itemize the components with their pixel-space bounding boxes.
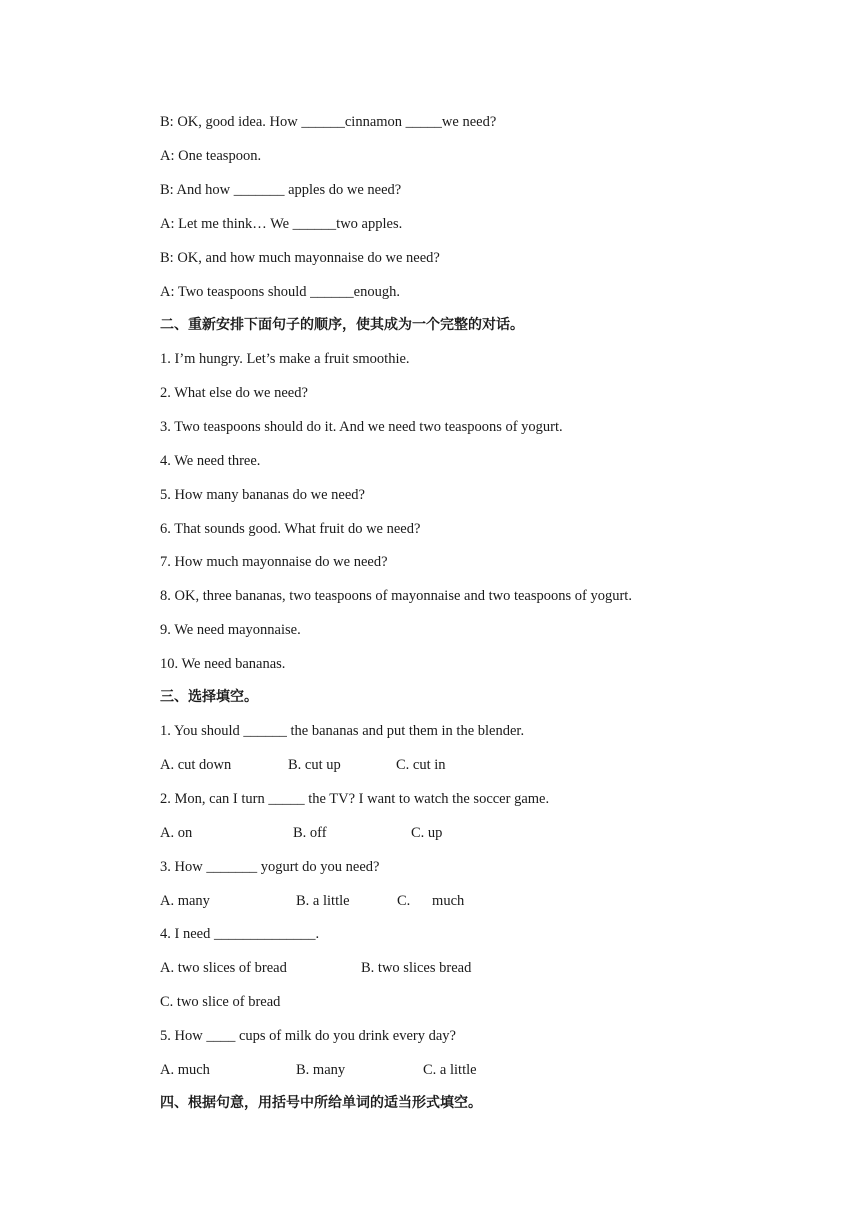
list-item: 10. We need bananas. (160, 656, 286, 672)
option-b: B. off (293, 825, 327, 841)
section-heading-4: 四、根据句意，用括号中所给单词的适当形式填空。 (160, 1095, 482, 1111)
option-a: A. many (160, 893, 210, 909)
list-item: 8. OK, three bananas, two teaspoons of mayonnaise and two teaspoons of yogurt. (160, 588, 632, 604)
question-text: 4. I need ______________. (160, 926, 320, 942)
option-c: C. cut in (396, 757, 446, 773)
question-text: 5. How ____ cups of milk do you drink every day? (160, 1028, 456, 1044)
dialogue-line: A: Let me think… We ______two apples. (160, 216, 403, 232)
option-b: B. cut up (288, 757, 341, 773)
option-a: A. two slices of bread (160, 960, 287, 976)
option-a: A. cut down (160, 757, 232, 773)
option-c: C. a little (423, 1062, 477, 1078)
list-item: 7. How much mayonnaise do we need? (160, 554, 388, 570)
list-item: 6. That sounds good. What fruit do we need? (160, 521, 421, 537)
option-b: B. two slices bread (361, 960, 472, 976)
list-item: 1. I’m hungry. Let’s make a fruit smoothie. (160, 351, 410, 367)
list-item: 3. Two teaspoons should do it. And we need two teaspoons of yogurt. (160, 419, 563, 435)
dialogue-line: A: One teaspoon. (160, 148, 262, 164)
section-heading-3: 三、选择填空。 (160, 689, 258, 705)
dialogue-line: A: Two teaspoons should ______enough. (160, 284, 400, 300)
option-c: C. two slice of bread (160, 994, 281, 1010)
option-a: A. on (160, 825, 193, 841)
list-item: 9. We need mayonnaise. (160, 622, 301, 638)
question-text: 1. You should ______ the bananas and put them in the blender. (160, 723, 525, 739)
option-c: C. up (411, 825, 443, 841)
option-c: C. much (397, 893, 465, 909)
question-text: 2. Mon, can I turn _____ the TV? I want to watch the soccer game. (160, 791, 550, 807)
option-b: B. many (296, 1062, 346, 1078)
question-text: 3. How _______ yogurt do you need? (160, 859, 380, 875)
dialogue-line: B: OK, good idea. How ______cinnamon _____we need? (160, 114, 497, 130)
option-b: B. a little (296, 893, 350, 909)
list-item: 2. What else do we need? (160, 385, 308, 401)
list-item: 5. How many bananas do we need? (160, 487, 365, 503)
section-heading-2: 二、重新安排下面句子的顺序，使其成为一个完整的对话。 (160, 317, 524, 333)
dialogue-line: B: And how _______ apples do we need? (160, 182, 402, 198)
dialogue-line: B: OK, and how much mayonnaise do we need? (160, 250, 440, 266)
option-a: A. much (160, 1062, 210, 1078)
list-item: 4. We need three. (160, 453, 261, 469)
